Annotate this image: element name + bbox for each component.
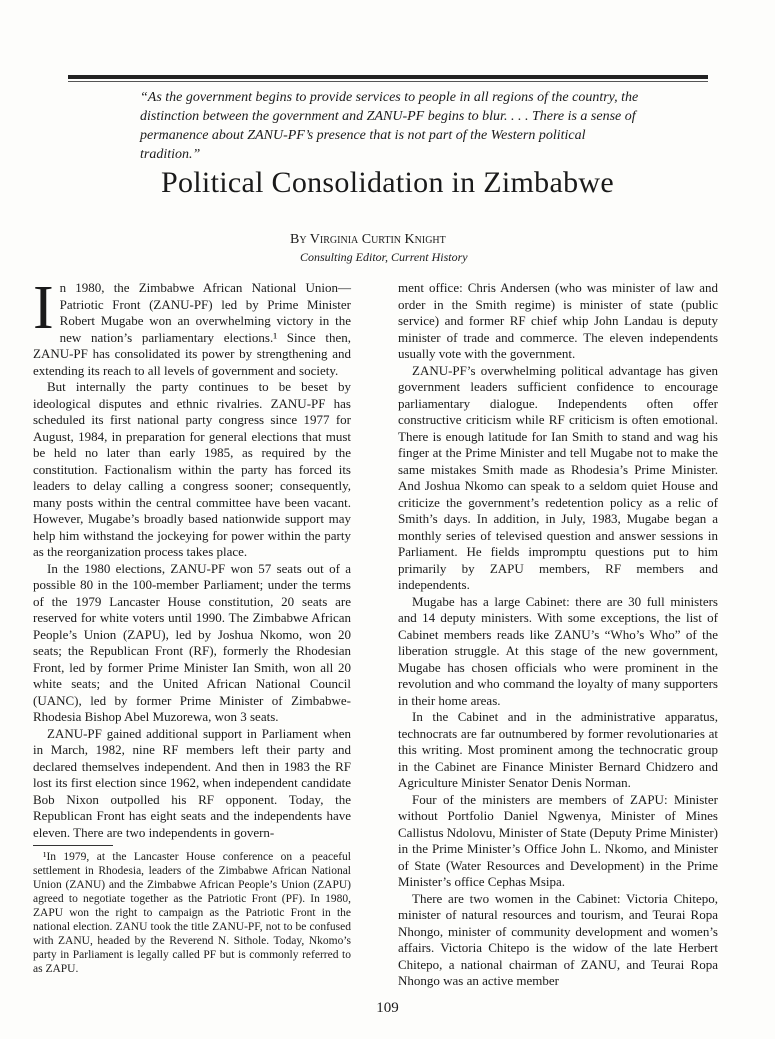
footnote-text: ¹In 1979, at the Lancaster House conference on a peaceful settlement in Rhodesia, leaders of the Zimbabwe African National Union (ZANU) and the Zimbabwe African People’s Union (ZAPU) agreed to negotiate together as the Patriotic Front (PF). In 1980, ZAPU won the right to campaign as the Patriotic Front in the national election. ZANU took the title ZANU-PF, not to be confused with ZANU, headed by the Reverend N. Sithole. Today, Nkomo’s party in Parliament is legally called PF but is commonly referred to as ZAPU. xyxy=(33,851,351,975)
paragraph-8: In the Cabinet and in the administrative apparatus, technocrats are far outnumbered by former revolutionaries at this writing. Most prominent among the technocratic group in the Cabinet are Finance Minister Bernard Chidzero and Agriculture Minister Senator Denis Norman. xyxy=(398,709,718,790)
paragraph-4: ZANU-PF gained additional support in Parliament when in March, 1982, nine RF members left their party and declared themselves independent. And then in 1983 the RF lost its first election since 1962, when independent candidate Bob Nixon outpolled his RF opponent. Today, the Republican Front has eight seats and the independents have eleven. There are two independents in govern- xyxy=(33,725,351,840)
left-column xyxy=(33,274,351,976)
drop-cap: I xyxy=(33,274,54,342)
page-number: 109 xyxy=(376,1000,399,1016)
footnote xyxy=(33,850,351,976)
paragraph-5: ment office: Chris Andersen (who was minister of law and order in the Smith regime) is minister of state (public service) and former RF chief whip John Landau is deputy minister of trade and commerce. The eleven independents usually vote with the government. xyxy=(398,280,718,361)
paragraph-9: Four of the ministers are members of ZAPU: Minister without Portfolio Daniel Ngwenya, Minister of Mines Callistus Ndolovu, Minister of State (Deputy Prime Minister) in the Prime Minister’s Office John L. Nkomo, and Minister of State (Water Resources and Development) in the Prime Minister’s office Cephas Msipa. xyxy=(398,791,718,889)
paragraph-10: There are two women in the Cabinet: Victoria Chitepo, minister of natural resources and tourism, and Teurai Ropa Nhongo, minister of community development and women’s affairs. Victoria Chitepo is the widow of the late Herbert Chitepo, a national chairman of ZANU, and Teurai Ropa Nhongo was an active member xyxy=(398,890,718,988)
paragraph-1-text: n 1980, the Zimbabwe African National Union—Patriotic Front (ZANU-PF) led by Prime Minister Robert Mugabe won an overwhelming victory in the new nation’s parliamentary elections.¹ Since then, ZANU-PF has consolidated its power by strengthening and extending its reach to all levels of government and society. xyxy=(33,280,351,378)
byline: By Virginia Curtin Knight xyxy=(290,232,446,247)
paragraph-6: ZANU-PF’s overwhelming political advantage has given government leaders sufficient confidence to encourage parliamentary dialogue. Independents often offer constructive criticism while RF criticism is often emotional. There is enough latitude for Ian Smith to stand and wag his finger at the Prime Minister and tell Mugabe not to make the same mistakes Smith made as Rhodesia’s Prime Minister. And Joshua Nkomo can speak to a seldom quiet House and criticize the government’s redetention policy as a relic of Smith’s days. In addition, in July, 1983, Mugabe began a monthly series of televised question and answer sessions in Parliament. He fields impromptu questions put to him primarily by ZAPU members, RF members and independents. xyxy=(398,362,718,592)
top-rule-thin xyxy=(68,81,708,82)
paragraph-2: But internally the party continues to be beset by ideological disputes and ethnic rivalries. ZANU-PF has scheduled its first national party congress since 1977 for August, 1984, in preparation for general elections that must be held no later than early 1985, as required by the constitution. Factionalism within the party has forced its leaders to delay calling a congress sooner; consequently, many posts within the central committee have been vacant. However, Mugabe’s broadly based nationwide support may help him withstand the jockeying for power within the party as the reorganization process takes place. xyxy=(33,379,351,559)
paragraph-7: Mugabe has a large Cabinet: there are 30 full ministers and 14 deputy ministers. With some exceptions, the list of Cabinet members reads like ZANU’s “Who’s Who” of the liberation struggle. At this stage of the new government, Mugabe has chosen officials who were prominent in the revolution and who command the loyalty of many supporters in their home areas. xyxy=(398,593,718,708)
epigraph: “As the government begins to provide services to people in all regions of the country, the distinction between the government and ZANU-PF begins to blur. . . . There is a sense of permanence about ZANU-PF’s presence that is not part of the Western political tradition.” xyxy=(140,90,639,162)
paragraph-1 xyxy=(33,274,351,379)
footnote-rule xyxy=(33,845,113,846)
right-column xyxy=(398,280,718,990)
article-title: Political Consolidation in Zimbabwe xyxy=(161,166,614,199)
paragraph-3: In the 1980 elections, ZANU-PF won 57 seats out of a possible 80 in the 100-member Parliament; under the terms of the 1979 Lancaster House constitution, 20 seats are reserved for white voters until 1990. The Zimbabwe African People’s Union (ZAPU), led by Joshua Nkomo, won 20 seats; the Republican Front (RF), formerly the Rhodesian Front, led by former Prime Minister Ian Smith, won all 20 white seats; and the United African National Council (UANC), led by former Prime Minister of Zimbabwe-Rhodesia Bishop Abel Muzorewa, won 3 seats. xyxy=(33,560,351,724)
byline-role: Consulting Editor, Current History xyxy=(300,250,468,264)
top-rule-thick xyxy=(68,75,708,79)
